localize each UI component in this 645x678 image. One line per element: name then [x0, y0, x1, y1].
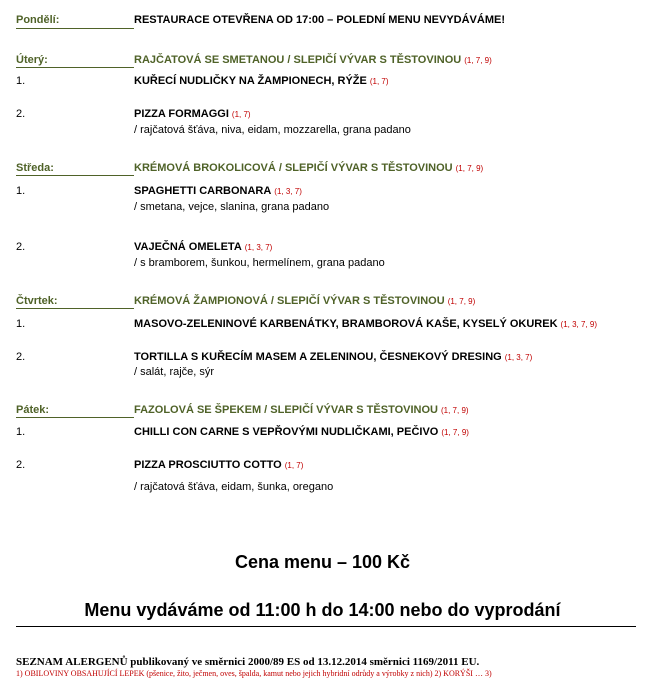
allergen-code: (1, 7) — [231, 110, 251, 119]
day-underline-tuesday — [16, 67, 134, 68]
dish-name: CHILLI CON CARNE S VEPŘOVÝMI NUDLIČKAMI, PEČIVO (1, 7, 9) — [134, 426, 469, 438]
item-number: 2. — [16, 108, 26, 120]
day-underline-monday — [16, 28, 134, 29]
dish-name: MASOVO-ZELENINOVÉ KARBENÁTKY, BRAMBOROVÁ KAŠE, KYSELÝ OKUREK (1, 3, 7, 9) — [134, 318, 598, 330]
dish-name: SPAGHETTI CARBONARA (1, 3, 7) — [134, 185, 302, 197]
dish-name: VAJEČNÁ OMELETA (1, 3, 7) — [134, 241, 273, 253]
dish-name: PIZZA PROSCIUTTO COTTO (1, 7) — [134, 459, 304, 471]
day-underline-wednesday — [16, 175, 134, 176]
serving-hours: Menu vydáváme od 11:00 h do 14:00 nebo do vyprodání — [84, 600, 561, 620]
allergen-code: (1, 3, 7) — [504, 353, 533, 362]
day-underline-thursday — [16, 308, 134, 309]
item-number: 2. — [16, 459, 26, 471]
allergen-code: (1, 3, 7) — [274, 187, 302, 196]
item-number: 2. — [16, 241, 26, 253]
allergen-code: (1, 7, 9) — [440, 406, 469, 415]
soup-thursday: KRÉMOVÁ ŽAMPIONOVÁ / SLEPIČÍ VÝVAR S TĚSTOVINOU (1, 7, 9) — [134, 295, 476, 307]
item-number: 1. — [16, 185, 26, 197]
monday-notice: RESTAURACE OTEVŘENA OD 17:00 – POLEDNÍ MENU NEVYDÁVÁME! — [134, 14, 505, 26]
allergen-list-title: SEZNAM ALERGENŮ publikovaný ve směrnici 2000/89 ES od 13.12.2014 směrnici 1169/2011 EU. — [16, 656, 480, 668]
allergen-code: (1, 7, 9) — [455, 164, 484, 173]
allergen-code: (1, 7, 9) — [447, 297, 476, 306]
dish-name: PIZZA FORMAGGI (1, 7) — [134, 108, 251, 120]
day-label-monday: Pondělí: — [16, 14, 60, 26]
dish-description: / rajčatová šťáva, niva, eidam, mozzarella, grana padano — [134, 124, 411, 136]
allergen-code: (1, 7) — [369, 77, 389, 86]
dish-description: / smetana, vejce, slanina, grana padano — [134, 201, 330, 213]
day-label-thursday: Čtvrtek: — [16, 295, 58, 307]
day-underline-friday — [16, 417, 134, 418]
dish-description: / s bramborem, šunkou, hermelínem, grana padano — [134, 257, 385, 269]
allergen-code: (1, 7) — [284, 461, 304, 470]
allergen-code: (1, 7, 9) — [464, 56, 492, 65]
item-number: 1. — [16, 426, 26, 438]
item-number: 1. — [16, 318, 26, 330]
divider — [16, 626, 636, 627]
day-label-wednesday: Středa: — [16, 162, 54, 174]
soup-friday: FAZOLOVÁ SE ŠPEKEM / SLEPIČÍ VÝVAR S TĚSTOVINOU (1, 7, 9) — [134, 404, 469, 416]
allergen-list-line: 1) OBILOVINY OBSAHUJÍCÍ LEPEK (pšenice, žito, ječmen, oves, špalda, kamut nebo jejich hybridní odrůdy a výrobky z nich) 2) KORÝŠI … 3) — [16, 669, 492, 678]
dish-description: / salát, rajče, sýr — [134, 366, 215, 378]
item-number: 2. — [16, 351, 26, 363]
item-number: 1. — [16, 75, 26, 87]
dish-name: KUŘECÍ NUDLIČKY NA ŽAMPIONECH, RÝŽE (1, 7) — [134, 75, 389, 87]
dish-name: TORTILLA S KUŘECÍM MASEM A ZELENINOU, ČESNEKOVÝ DRESING (1, 3, 7) — [134, 351, 533, 363]
allergen-code: (1, 7, 9) — [441, 428, 469, 437]
dish-description: / rajčatová šťáva, eidam, šunka, oregano — [134, 481, 334, 493]
day-label-tuesday: Úterý: — [16, 54, 48, 66]
day-label-friday: Pátek: — [16, 404, 50, 416]
soup-wednesday: KRÉMOVÁ BROKOLICOVÁ / SLEPIČÍ VÝVAR S TĚSTOVINOU (1, 7, 9) — [134, 162, 484, 174]
allergen-code: (1, 3, 7) — [244, 243, 273, 252]
soup-tuesday: RAJČATOVÁ SE SMETANOU / SLEPIČÍ VÝVAR S TĚSTOVINOU (1, 7, 9) — [134, 54, 492, 66]
allergen-code: (1, 3, 7, 9) — [560, 320, 598, 329]
menu-price: Cena menu – 100 Kč — [234, 552, 411, 572]
